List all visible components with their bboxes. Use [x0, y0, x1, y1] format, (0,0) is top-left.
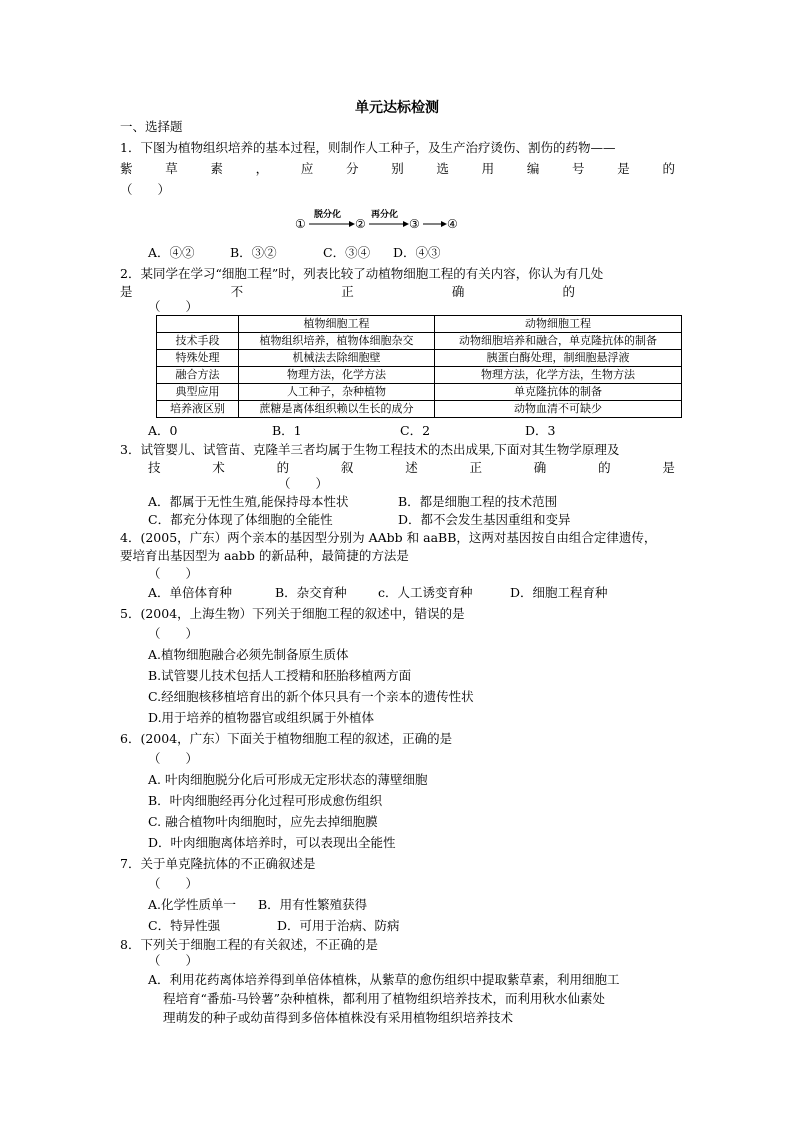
table-row — [157, 367, 682, 384]
q2-stem-line2 — [120, 284, 575, 300]
q5-stem-line1: 5．(2004，上海生物）下列关于细胞工程的叙述中，错误的是 — [120, 606, 465, 621]
q3-word: 术 — [212, 460, 225, 475]
q2-word: 是 — [120, 284, 133, 299]
q3-word: 确 — [533, 460, 547, 475]
table-cell: 物理方法，化学方法 — [239, 367, 435, 384]
q1-word: 选 — [436, 161, 449, 176]
q5-option-c: C.经细胞核移植培育出的新个体只具有一个亲本的遗传性状 — [148, 689, 474, 704]
q1-word: 编 — [526, 161, 540, 176]
flow-label-dedifferentiation: 脱分化 — [314, 210, 342, 220]
flow-node-1: ① — [295, 217, 306, 231]
q7-option-a: A.化学性质单一 — [148, 897, 237, 912]
comparison-table — [156, 315, 682, 418]
q3-word: 的 — [276, 460, 290, 475]
table-row — [157, 333, 682, 350]
q6-option-b: B．叶肉细胞经再分化过程可形成愈伤组织 — [148, 793, 383, 808]
table-cell: 胰蛋白酶处理，制细胞悬浮液 — [435, 350, 682, 367]
q4-option-b: B．杂交育种 — [275, 585, 347, 600]
table-cell: 动物细胞培养和融合，单克隆抗体的制备 — [435, 333, 682, 350]
section-heading: 一、选择题 — [120, 119, 183, 134]
q1-word: 的 — [662, 161, 675, 176]
tissue-culture-flow-diagram — [295, 208, 470, 234]
table-cell: 物理方法，化学方法，生物方法 — [435, 367, 682, 384]
q3-word: 叙 — [340, 460, 354, 475]
q6-stem-line1: 6．(2004，广东）下面关于植物细胞工程的叙述，正确的是 — [120, 731, 453, 746]
table-cell: 机械法去除细胞壁 — [239, 350, 435, 367]
q1-option-c: C．③④ — [323, 245, 371, 260]
q2-answer-paren: （ ） — [148, 299, 199, 314]
q7-stem-line1: 7．关于单克隆抗体的不正确叙述是 — [120, 856, 316, 871]
q3-answer-paren: （ ） — [278, 476, 329, 491]
q3-stem-line2 — [148, 460, 675, 476]
table-cell: 技术手段 — [157, 333, 239, 350]
q3-option-b: B．都是细胞工程的技术范围 — [398, 494, 558, 509]
table-cell: 融合方法 — [157, 367, 239, 384]
flow-node-4: ④ — [447, 217, 458, 231]
q3-word: 述 — [405, 460, 418, 475]
table-cell: 人工种子，杂种植物 — [239, 384, 435, 401]
table-row — [157, 384, 682, 401]
q1-stem-line1: 1．下图为植物组织培养的基本过程，则制作人工种子，及生产治疗烫伤、割伤的药物—— — [120, 140, 616, 155]
q7-option-c: C．特异性强 — [148, 918, 221, 933]
table-row — [157, 401, 682, 418]
q1-answer-paren: （ ） — [120, 182, 171, 197]
table-cell: 单克隆抗体的制备 — [435, 384, 682, 401]
q7-option-d: D．可用于治病、防病 — [277, 918, 400, 933]
q6-option-d: D．叶肉细胞离体培养时，可以表现出全能性 — [148, 835, 396, 850]
q1-word: 紫 — [120, 161, 133, 176]
q3-word: 技 — [148, 460, 161, 475]
q4-option-a: A．单倍体育种 — [148, 585, 233, 600]
q4-stem-line2: 要培育出基因型为 aabb 的新品种，最简捷的方法是 — [120, 548, 409, 563]
q3-option-c: C．都充分体现了体细胞的全能性 — [148, 512, 333, 527]
flow-node-3: ③ — [409, 217, 420, 231]
q5-answer-paren: （ ） — [148, 626, 199, 641]
q2-option-d: D．3 — [525, 423, 556, 438]
table-header-cell: 动物细胞工程 — [435, 316, 682, 333]
table-cell: 培养液区别 — [157, 401, 239, 418]
q5-option-a: A.植物细胞融合必须先制备原生质体 — [148, 647, 349, 662]
q7-answer-paren: （ ） — [148, 876, 199, 891]
q4-option-c: c．人工诱变育种 — [378, 585, 473, 600]
q3-stem-line1: 3．试管婴儿、试管苗、克隆羊三者均属于生物工程技术的杰出成果,下面对其生物学原理及 — [120, 442, 620, 457]
table-header-cell — [157, 316, 239, 333]
table-cell: 特殊处理 — [157, 350, 239, 367]
q3-word: 的 — [598, 460, 611, 475]
q1-word: 分 — [346, 161, 359, 176]
q2-option-b: B．1 — [272, 423, 302, 438]
q2-word: 不 — [230, 284, 244, 299]
q3-option-d: D．都不会发生基因重组和变异 — [398, 512, 571, 527]
table-cell: 典型应用 — [157, 384, 239, 401]
table-header-row — [157, 316, 682, 333]
q1-option-b: B．③② — [230, 245, 277, 260]
q8-option-a-line1: A．利用花药离体培养得到单倍体植株，从紫草的愈伤组织中提取紫草素，利用细胞工 — [148, 972, 620, 987]
table-cell: 动物血清不可缺少 — [435, 401, 682, 418]
q2-word: 的 — [562, 284, 575, 299]
q8-option-a-line3: 理萌发的种子或幼苗得到多倍体植株没有采用植物组织培养技术 — [163, 1010, 514, 1025]
q8-stem-line1: 8．下列关于细胞工程的有关叙述，不正确的是 — [120, 937, 378, 952]
q2-option-a: A．0 — [148, 423, 178, 438]
q4-stem-line1: 4．(2005，广东）两个亲本的基因型分别为 AAbb 和 aaBB，这两对基因按自由组合定律遗传， — [120, 530, 657, 545]
q8-option-a-line2: 程培育“番茄-马铃薯”杂种植株，都利用了植物组织培养技术，而利用秋水仙素处 — [163, 991, 606, 1006]
q6-answer-paren: （ ） — [148, 751, 199, 766]
page-title: 单元达标检测 — [355, 100, 439, 116]
q8-answer-paren: （ ） — [148, 953, 199, 968]
q5-option-d: D.用于培养的植物器官或组织属于外植体 — [148, 710, 375, 725]
q1-word: ， — [255, 161, 269, 176]
q1-word: 素 — [210, 161, 223, 176]
q4-answer-paren: （ ） — [148, 566, 199, 581]
q6-option-a: A. 叶肉细胞脱分化后可形成无定形状态的薄壁细胞 — [148, 772, 428, 787]
table-cell: 植物组织培养，植物体细胞杂交 — [239, 333, 435, 350]
q7-option-b: B．用有性繁殖获得 — [258, 897, 368, 912]
q1-word: 别 — [391, 161, 404, 176]
q2-word: 确 — [451, 284, 465, 299]
q2-word: 正 — [341, 284, 354, 299]
q4-option-d: D．细胞工程育种 — [510, 585, 608, 600]
q6-option-c: C. 融合植物叶肉细胞时，应先去掉细胞膜 — [148, 814, 378, 829]
q1-stem-line2 — [120, 161, 675, 177]
q3-word: 是 — [662, 460, 675, 475]
flow-label-redifferentiation: 再分化 — [371, 210, 399, 220]
q5-option-b: B.试管婴儿技术包括人工授精和胚胎移植两方面 — [148, 668, 412, 683]
q3-option-a: A．都属于无性生殖,能保持母本性状 — [148, 494, 349, 509]
q1-option-a: A．④② — [148, 245, 195, 260]
q1-word: 是 — [617, 161, 630, 176]
q1-word: 应 — [300, 161, 314, 176]
flow-node-2: ② — [355, 217, 366, 231]
q2-option-c: C．2 — [400, 423, 431, 438]
table-row — [157, 350, 682, 367]
q2-stem-line1: 2．某同学在学习“细胞工程”时，列表比较了动植物细胞工程的有关内容，你认为有几处 — [120, 266, 604, 281]
q1-word: 号 — [572, 161, 585, 176]
table-cell: 蔗糖是离体组织赖以生长的成分 — [239, 401, 435, 418]
q1-word: 草 — [165, 161, 178, 176]
table-header-cell: 植物细胞工程 — [239, 316, 435, 333]
q1-option-d: D．④③ — [393, 245, 441, 260]
q1-word: 用 — [481, 161, 495, 176]
q3-word: 正 — [469, 460, 482, 475]
